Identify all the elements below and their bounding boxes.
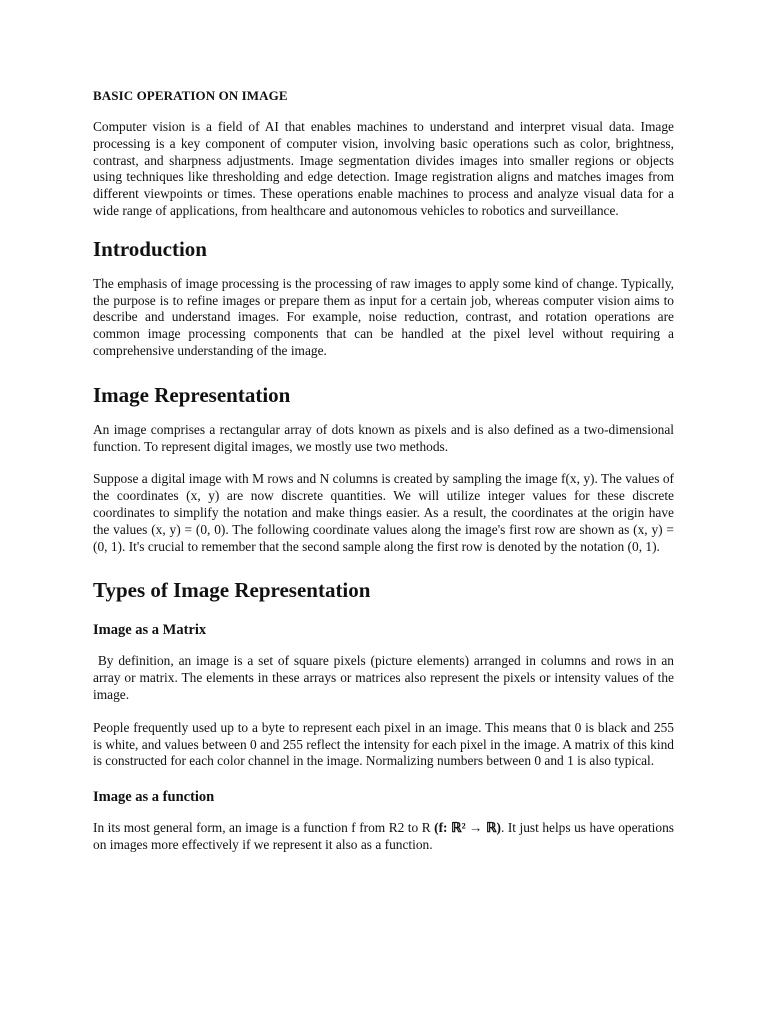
function-formula: (f: ℝ² → ℝ) [434, 820, 502, 836]
image-representation-paragraph-2: Suppose a digital image with M rows and N columns is created by sampling the image f(x, y). The values of the coordinates (x, y) are now discrete quantities. We will utilize integer values for these discrete coordinates to simplify the notation and make things easier. As a result, the coordinates at the origin have the values (x, y) = (0, 0). The following coordinate values along the image's first row are shown as (x, y) = (0, 1). It's crucial to remember that the second sample along the first row is denoted by the notation (0, 1). [93, 471, 674, 554]
introduction-heading: Introduction [93, 236, 207, 261]
matrix-paragraph-2: People frequently used up to a byte to represent each pixel in an image. This means that 0 is black and 255 is white, and values between 0 and 255 reflect the intensity for each pixel in the image. A matrix of this kind is constructed for each color channel in the image. Normalizing numbers between 0 and 1 is also typical. [93, 719, 674, 769]
image-representation-heading: Image Representation [93, 382, 291, 407]
matrix-subheading: Image as a Matrix [93, 622, 207, 639]
function-subheading: Image as a function [93, 789, 215, 806]
types-heading: Types of Image Representation [93, 578, 371, 603]
function-text-before: In its most general form, an image is a function f from R2 to R [93, 820, 435, 836]
intro-paragraph: Computer vision is a field of AI that enables machines to understand and interpret visual data. Image processing is a key component of computer vision, involving basic operations such as color, brightness, contrast, and sharpness adjustments. Image segmentation divides images into smaller regions or objects using techniques like thresholding and edge detection. Image registration aligns and matches images from different viewpoints or times. These operations enable machines to process and analyze visual data for a wide range of applications, from healthcare and autonomous vehicles to robotics and surveillance. [93, 119, 674, 218]
matrix-paragraph-1: By definition, an image is a set of square pixels (picture elements) arranged in columns and rows in an array or matrix. The elements in these arrays or matrices also represent the pixels or intensity values of the image. [93, 653, 678, 702]
function-paragraph [93, 820, 674, 854]
document-page [93, 87, 678, 870]
image-representation-paragraph-1: An image comprises a rectangular array of dots known as pixels and is also defined as a two-dimensional function. To represent digital images, we mostly use two methods. [93, 421, 674, 454]
function-text-after: . It just helps us have operations on images more effectively if we represent it also as a function. [93, 820, 674, 852]
introduction-paragraph: The emphasis of image processing is the processing of raw images to apply some kind of change. Typically, the purpose is to refine images or prepare them as input for a certain job, whereas computer vision aims to describe and understand images. For example, noise reduction, contrast, and rotation operations are common image processing components that can be handled at the pixel level without requiring a comprehensive understanding of the image. [93, 275, 674, 358]
document-title: BASIC OPERATION ON IMAGE [93, 88, 288, 103]
